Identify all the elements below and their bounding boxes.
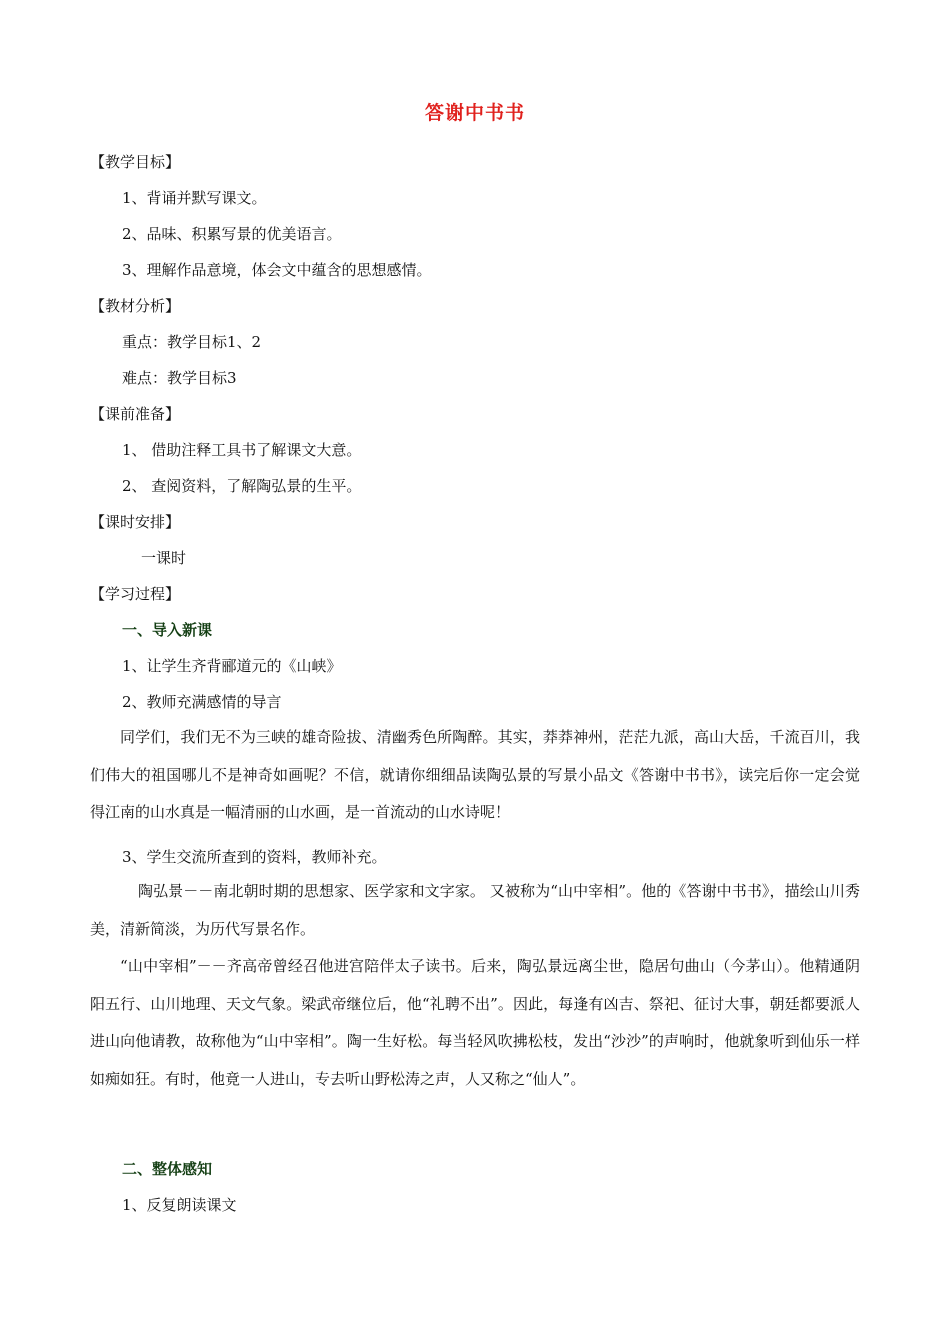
- section-header-preparation: 【课前准备】: [90, 405, 181, 423]
- process-item: 3、学生交流所查到的资料，教师补充。: [122, 848, 387, 866]
- story-paragraph: “山中宰相”－－齐高帝曾经召他进宫陪伴太子读书。后来，陶弘景远离尘世，隐居句曲山（今茅山）。他精通阴阳五行、山川地理、天文气象。梁武帝继位后，他“礼聘不出”。因此，每逢有凶吉、祭祀、征讨大事，朝廷都要派人进山向他请教，故称他为“山中宰相”。陶一生好松。每当轻风吹拂松枝，发出“沙沙”的声响时，他就象听到仙乐一样如痴如狂。有时，他竟一人进山，专去听山野松涛之声，人又称之“仙人”。: [90, 957, 860, 1088]
- subheading-overview: 二、整体感知: [122, 1160, 213, 1178]
- preparation-item: 2、 查阅资料，了解陶弘景的生平。: [122, 477, 362, 495]
- section-header-schedule: 【课时安排】: [90, 513, 181, 531]
- intro-paragraph: 同学们，我们无不为三峡的雄奇险拔、清幽秀色所陶醉。其实，莽莽神州，茫茫九派，高山大岳，千流百川，我们伟大的祖国哪儿不是神奇如画呢？不信，就请你细细品读陶弘景的写景小品文《答谢中书书》，读完后你一定会觉得江南的山水真是一幅清丽的山水画，是一首流动的山水诗呢！: [90, 728, 860, 821]
- schedule-text: 一课时: [141, 549, 187, 567]
- key-point: 重点：教学目标1、2: [122, 333, 262, 351]
- section-header-analysis: 【教材分析】: [90, 297, 181, 315]
- process-item: 1、让学生齐背郦道元的《山峡》: [122, 657, 342, 675]
- bio-paragraph: 陶弘景－－南北朝时期的思想家、医学家和文字家。 又被称为“山中宰相”。他的《答谢中书书》，描绘山川秀美，清新简淡，为历代写景名作。: [90, 882, 860, 938]
- section-header-process: 【学习过程】: [90, 585, 181, 603]
- preparation-item: 1、 借助注释工具书了解课文大意。: [122, 441, 362, 459]
- difficult-point: 难点：教学目标3: [122, 369, 237, 387]
- process-item: 2、教师充满感情的导言: [122, 693, 282, 711]
- objective-item: 1、背诵并默写课文。: [122, 189, 267, 207]
- objective-item: 3、理解作品意境，体会文中蕴含的思想感情。: [122, 261, 432, 279]
- objective-item: 2、品味、积累写景的优美语言。: [122, 225, 342, 243]
- subheading-intro: 一、导入新课: [122, 621, 213, 639]
- section-header-objectives: 【教学目标】: [90, 153, 181, 171]
- process-item: 1、反复朗读课文: [122, 1196, 237, 1214]
- document-title: 答谢中书书: [424, 102, 525, 124]
